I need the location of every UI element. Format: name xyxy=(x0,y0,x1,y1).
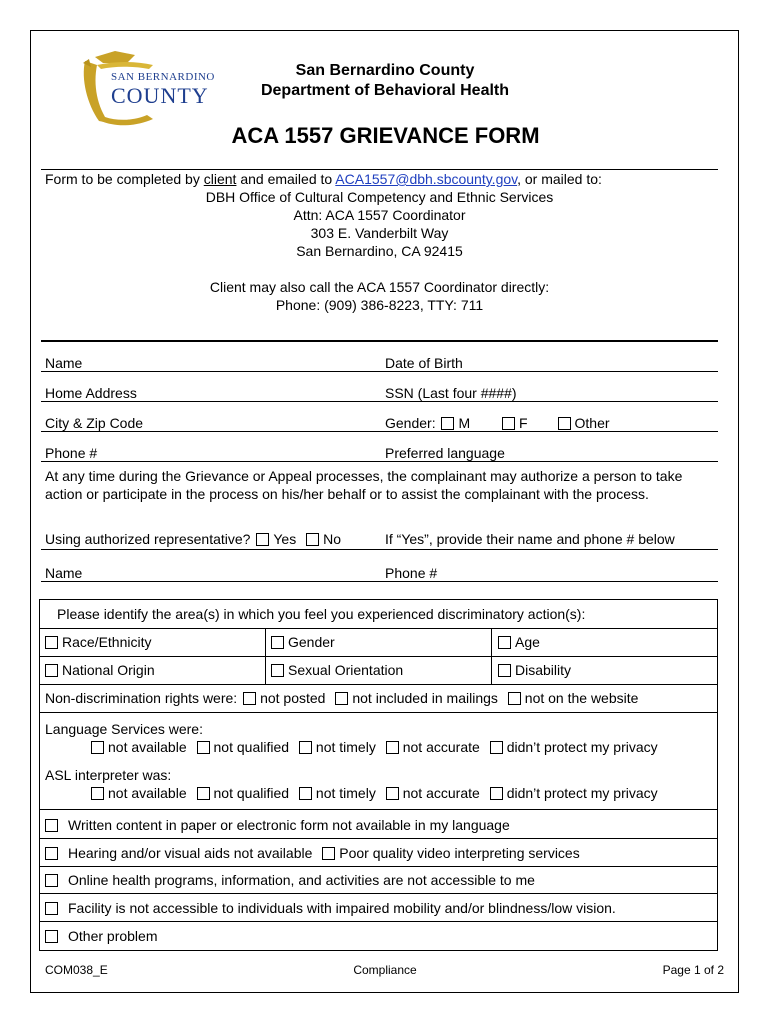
logo-text-top: SAN BERNARDINO xyxy=(111,71,215,83)
hearing-rule xyxy=(39,866,718,867)
ls-timely-label: not timely xyxy=(315,739,376,755)
nd-rule xyxy=(39,712,718,713)
sexual-orientation-checkbox[interactable] xyxy=(271,664,284,677)
intro-client: client xyxy=(203,171,237,187)
video-label: Poor quality video interpreting services xyxy=(339,845,580,861)
county-logo xyxy=(75,49,215,129)
race-label: Race/Ethnicity xyxy=(62,634,152,650)
ls-available-checkbox[interactable] xyxy=(91,741,104,754)
title-rule xyxy=(41,169,718,170)
nondiscrimination-row xyxy=(45,690,638,707)
phone-label[interactable]: Phone # xyxy=(45,445,98,461)
org-name: San Bernardino County xyxy=(295,62,475,79)
gender-f-checkbox[interactable] xyxy=(502,417,515,430)
asl-options xyxy=(91,785,658,802)
facility-label: Facility is not accessible to individuals with impaired mobility and/or blindness/low vision. xyxy=(68,900,616,916)
age-option xyxy=(498,634,540,651)
facility-option xyxy=(45,900,616,917)
ls-timely-checkbox[interactable] xyxy=(299,741,312,754)
footer-page-number: Page 1 of 2 xyxy=(662,963,724,977)
footer-compliance: Compliance xyxy=(353,963,417,977)
gender-other-label: Other xyxy=(574,415,610,431)
sexual-orientation-option xyxy=(271,662,403,679)
race-option xyxy=(45,634,151,651)
sexual-orientation-label: Sexual Orientation xyxy=(288,662,404,678)
pref-language-label[interactable]: Preferred language xyxy=(385,445,505,461)
home-address-label[interactable]: Home Address xyxy=(45,385,137,401)
other-problem-option xyxy=(45,928,157,945)
disability-label: Disability xyxy=(515,662,572,678)
rep-name-label[interactable]: Name xyxy=(45,565,83,581)
address-line-1: DBH Office of Cultural Competency and Ethnic Services xyxy=(205,189,554,205)
department-name: Department of Behavioral Health xyxy=(260,82,510,99)
ls-qualified-checkbox[interactable] xyxy=(197,741,210,754)
hearing-option xyxy=(45,845,580,862)
online-checkbox[interactable] xyxy=(45,874,58,887)
nd-mailings-checkbox[interactable] xyxy=(335,692,348,705)
call-line-1: Client may also call the ACA 1557 Coordinator directly: xyxy=(209,279,550,295)
ls-accurate-checkbox[interactable] xyxy=(386,741,399,754)
rep-rule xyxy=(41,549,718,550)
footer-form-code: COM038_E xyxy=(45,963,108,977)
gender-discrim-checkbox[interactable] xyxy=(271,636,284,649)
nd-website-checkbox[interactable] xyxy=(508,692,521,705)
intro-post: , or mailed to: xyxy=(517,171,602,187)
age-checkbox[interactable] xyxy=(498,636,511,649)
form-title: ACA 1557 GRIEVANCE FORM xyxy=(231,123,540,148)
nd-posted-label: not posted xyxy=(260,690,326,706)
gender-m-checkbox[interactable] xyxy=(441,417,454,430)
online-label: Online health programs, information, and activities are not accessible to me xyxy=(68,872,535,888)
city-zip-label[interactable]: City & Zip Code xyxy=(45,415,144,431)
rep-no-label: No xyxy=(323,531,341,547)
ls-privacy-checkbox[interactable] xyxy=(490,741,503,754)
written-rule xyxy=(39,838,718,839)
grid-top-rule xyxy=(39,628,718,629)
national-origin-option xyxy=(45,662,155,679)
asl-accurate-label: not accurate xyxy=(402,785,480,801)
gender-field xyxy=(385,415,610,432)
ls-qualified-label: not qualified xyxy=(213,739,290,755)
asl-available-label: not available xyxy=(108,785,187,801)
online-rule xyxy=(39,893,718,894)
video-checkbox[interactable] xyxy=(322,847,335,860)
race-checkbox[interactable] xyxy=(45,636,58,649)
other-problem-checkbox[interactable] xyxy=(45,930,58,943)
org-heading xyxy=(235,61,535,101)
call-line-2: Phone: (909) 386-8223, TTY: 711 xyxy=(275,297,484,313)
online-option xyxy=(45,872,535,889)
rep-name-rule xyxy=(41,581,718,582)
asl-rule xyxy=(39,809,718,810)
ls-privacy-label: didn’t protect my privacy xyxy=(506,739,658,755)
rep-no-checkbox[interactable] xyxy=(306,533,319,546)
asl-timely-checkbox[interactable] xyxy=(299,787,312,800)
nd-website-label: not on the website xyxy=(524,690,639,706)
gender-option xyxy=(271,634,335,651)
address-line-2: Attn: ACA 1557 Coordinator xyxy=(293,207,466,223)
name-label[interactable]: Name xyxy=(45,355,83,371)
city-rule xyxy=(41,431,718,432)
asl-available-checkbox[interactable] xyxy=(91,787,104,800)
gender-f-label: F xyxy=(519,415,528,431)
gender-m-label: M xyxy=(458,415,471,431)
name-rule xyxy=(41,371,718,372)
nd-posted-checkbox[interactable] xyxy=(243,692,256,705)
language-services-options xyxy=(91,739,658,756)
logo-text-county: COUNTY xyxy=(111,83,209,108)
national-origin-checkbox[interactable] xyxy=(45,664,58,677)
grid-mid-rule xyxy=(39,656,718,657)
address-line-3: 303 E. Vanderbilt Way xyxy=(310,225,449,241)
rep-yes-checkbox[interactable] xyxy=(256,533,269,546)
using-rep-label: Using authorized representative? xyxy=(45,531,251,547)
section-rule-thick xyxy=(41,340,718,342)
intro-line xyxy=(45,171,602,188)
gender-other-checkbox[interactable] xyxy=(558,417,571,430)
intro-pre: Form to be completed by xyxy=(45,171,204,187)
grid-col-divider-2 xyxy=(491,628,492,684)
email-link[interactable]: ACA1557@dbh.sbcounty.gov xyxy=(335,171,518,187)
grid-bottom-rule xyxy=(39,684,718,685)
ssn-label[interactable]: SSN (Last four ####) xyxy=(385,385,517,401)
intro-mid: and emailed to xyxy=(236,171,336,187)
asl-privacy-checkbox[interactable] xyxy=(490,787,503,800)
dob-label[interactable]: Date of Birth xyxy=(385,355,463,371)
address-line-4: San Bernardino, CA 92415 xyxy=(296,243,463,259)
disability-option xyxy=(498,662,571,679)
ls-available-label: not available xyxy=(108,739,187,755)
authorization-text: At any time during the Grievance or Appeal processes, the complainant may authorize a person to take action or participate in the process on his/her behalf or to assist the complainant with the process. xyxy=(45,468,683,502)
facility-rule xyxy=(39,921,718,922)
rep-question xyxy=(45,531,341,548)
hearing-checkbox[interactable] xyxy=(45,847,58,860)
phone-rule xyxy=(41,461,718,462)
rep-phone-label[interactable]: Phone # xyxy=(385,565,438,581)
age-label: Age xyxy=(515,634,540,650)
asl-timely-label: not timely xyxy=(315,785,376,801)
nd-mailings-label: not included in mailings xyxy=(352,690,498,706)
asl-privacy-label: didn’t protect my privacy xyxy=(506,785,658,801)
nd-label: Non-discrimination rights were: xyxy=(45,690,238,706)
discrimination-prompt: Please identify the area(s) in which you feel you experienced discriminatory action(s): xyxy=(57,606,586,622)
grid-col-divider-1 xyxy=(265,628,266,684)
ls-accurate-label: not accurate xyxy=(402,739,480,755)
gender-label: Gender: xyxy=(385,415,436,431)
national-origin-label: National Origin xyxy=(62,662,155,678)
asl-interpreter-label: ASL interpreter was: xyxy=(45,767,172,783)
hearing-label: Hearing and/or visual aids not available xyxy=(68,845,313,861)
asl-qualified-checkbox[interactable] xyxy=(197,787,210,800)
disability-checkbox[interactable] xyxy=(498,664,511,677)
asl-accurate-checkbox[interactable] xyxy=(386,787,399,800)
written-content-label: Written content in paper or electronic form not available in my language xyxy=(68,817,510,833)
facility-checkbox[interactable] xyxy=(45,902,58,915)
address-rule xyxy=(41,401,718,402)
form-page xyxy=(30,30,739,993)
other-problem-label: Other problem xyxy=(68,928,158,944)
rep-yes-label: Yes xyxy=(273,531,297,547)
gender-discrim-label: Gender xyxy=(288,634,335,650)
if-yes-text: If “Yes”, provide their name and phone # below xyxy=(385,531,675,547)
asl-qualified-label: not qualified xyxy=(213,785,290,801)
written-content-option xyxy=(45,817,510,834)
language-services-label: Language Services were: xyxy=(45,721,203,737)
written-content-checkbox[interactable] xyxy=(45,819,58,832)
